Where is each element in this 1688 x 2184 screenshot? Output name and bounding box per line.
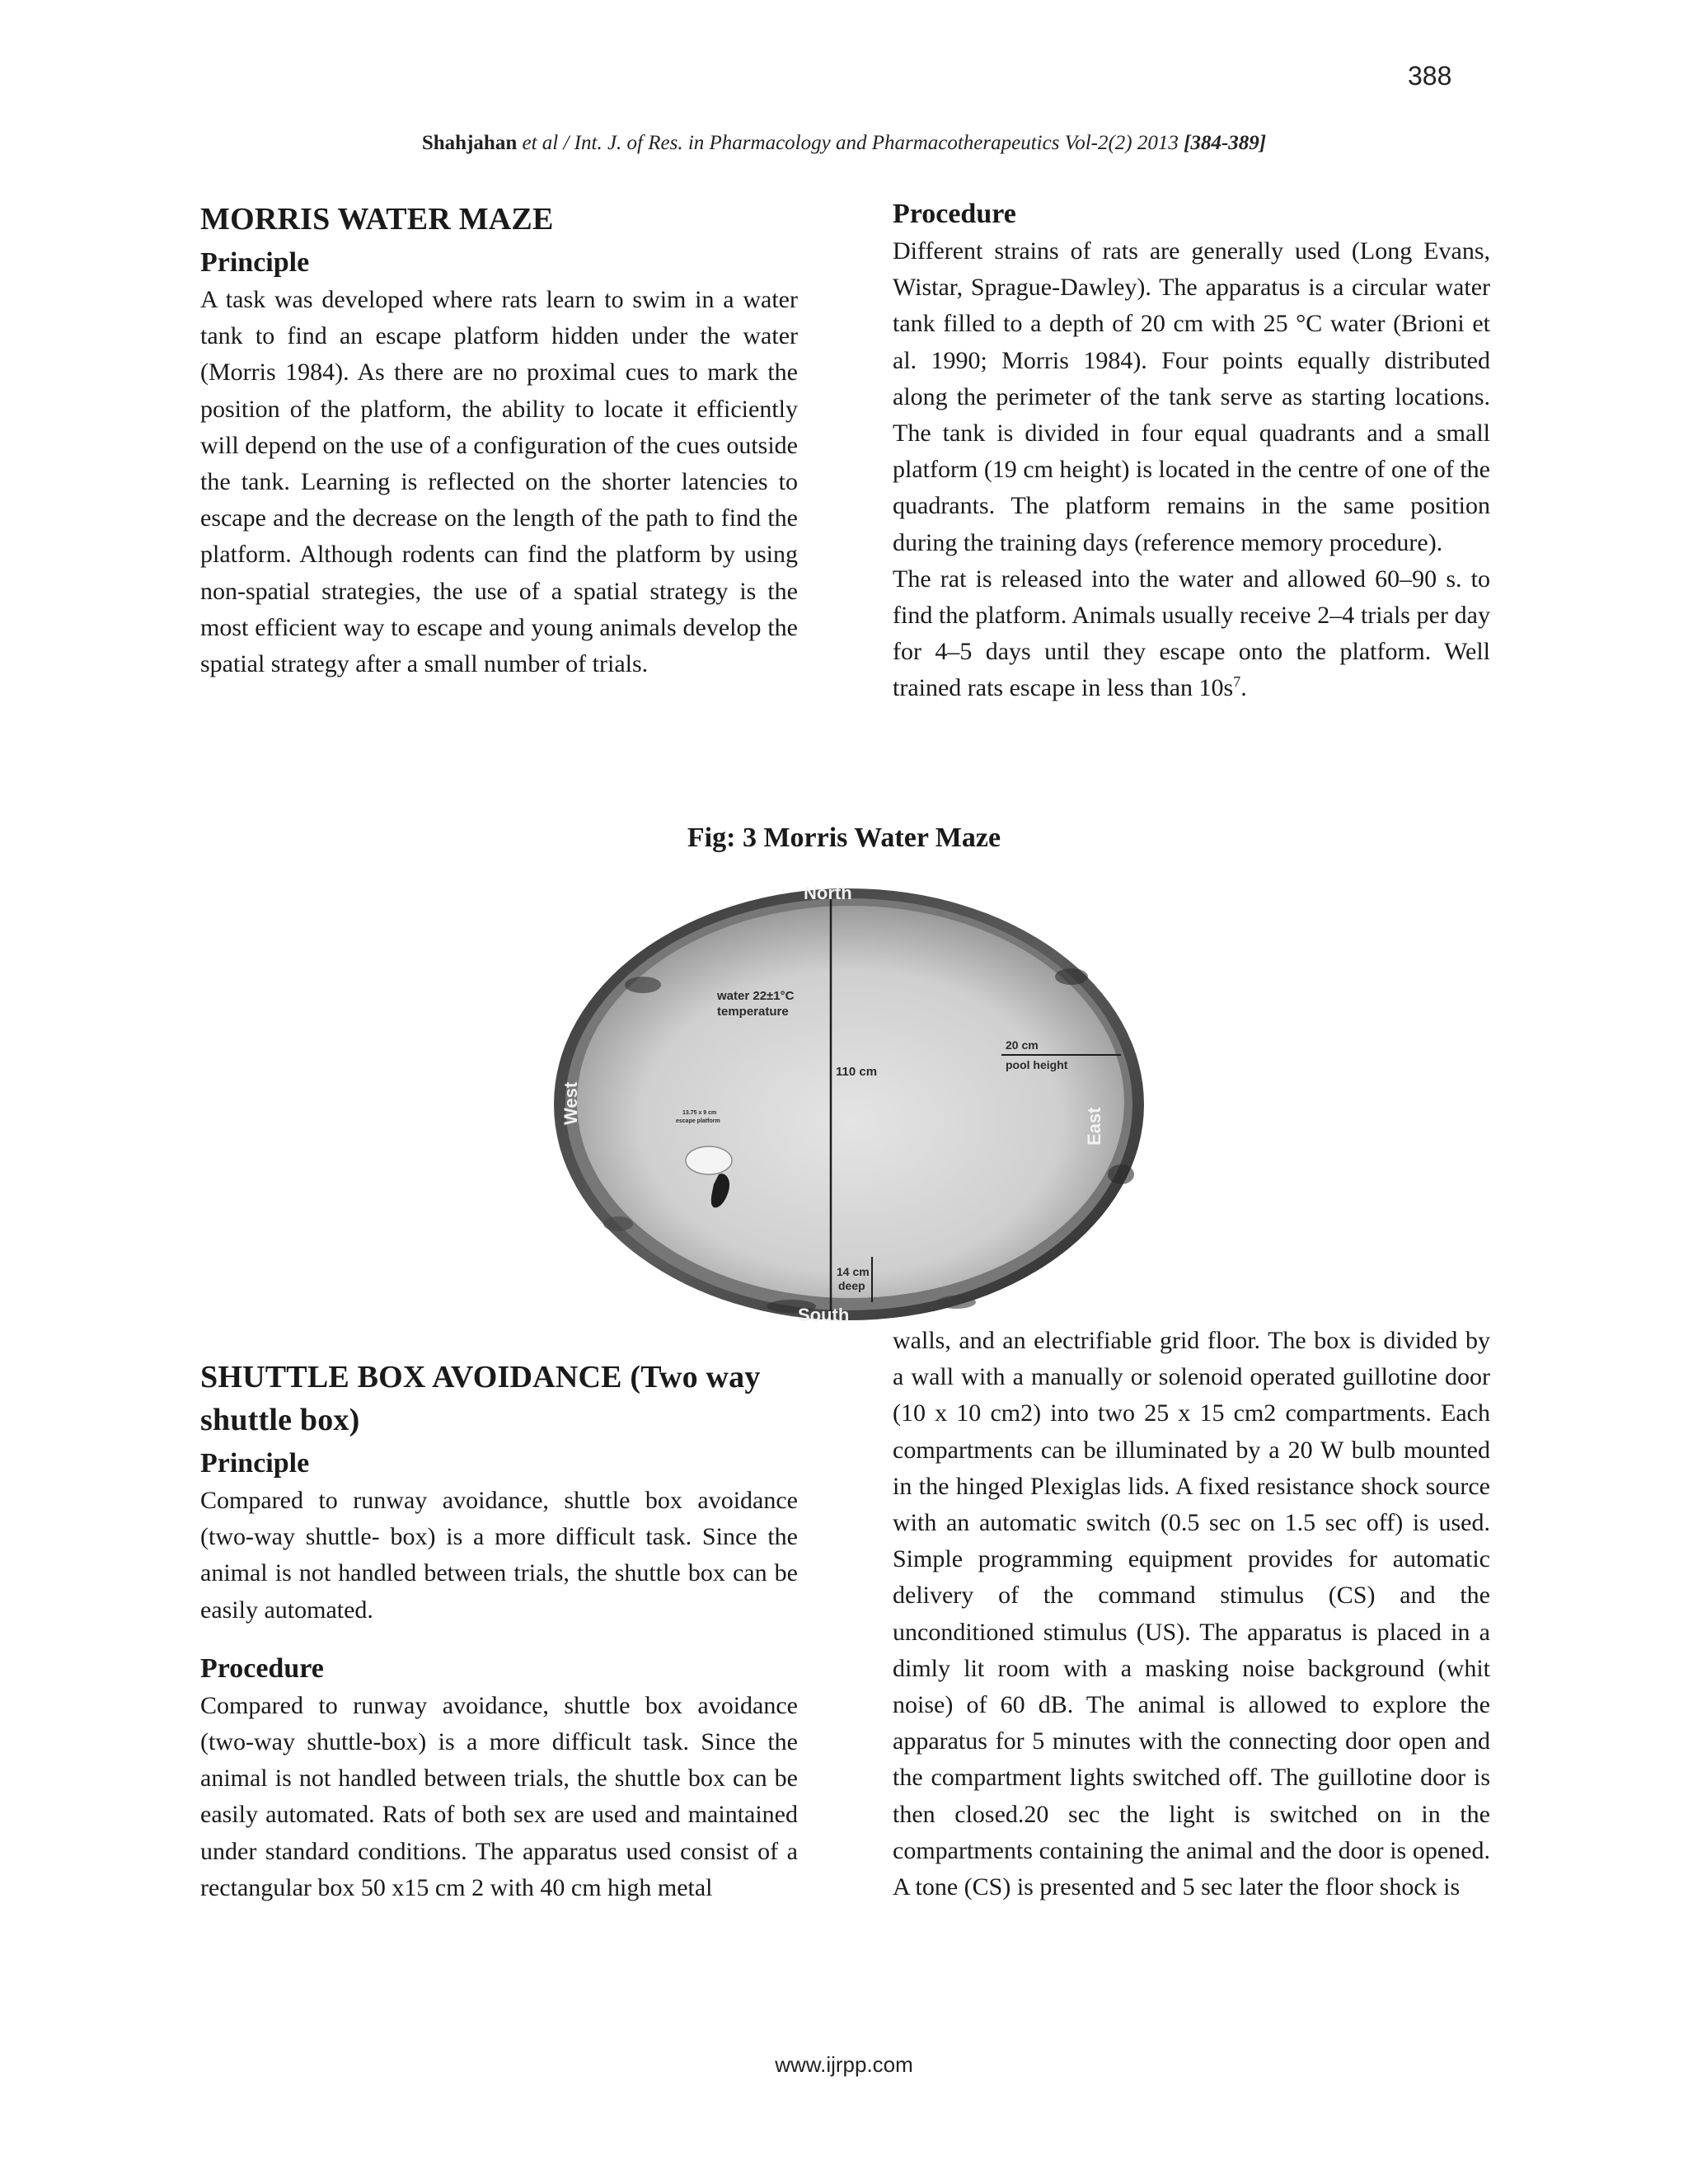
shuttle-left-column [200,1356,798,1906]
morris-principle-text: A task was developed where rats learn to swim in a water tank to find an escape platform hidden under the water (Morris 1984). As there are no proximal cues to mark the position of the platform, the ability to locate it efficiently will depend on the use of a configuration of the cues outside the tank. Learning is reflected on the shorter latencies to escape and the decrease on the length of the path to find the platform. Although rodents can find the platform by using non-spatial strategies, the use of a spatial strategy is the most efficient way to escape and young animals develop the spatial strategy after a small number of trials. [200,286,798,678]
footer-url: www.ijrpp.com [775,2052,913,2077]
shuttle-procedure-heading: Procedure [200,1652,324,1684]
depth-label-1: 14 cm [837,1265,870,1278]
header-citation: et al / Int. J. of Res. in Pharmacology and Pharmacotherapeutics Vol-2(2) 2013 [517,132,1184,154]
pool-water [577,906,1124,1298]
section-title-shuttle: SHUTTLE BOX AVOIDANCE (Two way shuttle box) [200,1360,761,1437]
rim-texture [1055,968,1088,985]
platform-label-2: escape platform [676,1118,720,1124]
south-label: South [798,1305,850,1325]
running-header [0,132,1688,155]
water-temp-label-2: temperature [717,1005,789,1019]
morris-water-maze-figure [544,878,1150,1327]
north-label: North [804,883,852,903]
escape-platform [686,1146,732,1174]
shuttle-principle-text: Compared to runway avoidance, shuttle box avoidance (two-way shuttle- box) is a more difficult task. Since the animal is not handled between trials, the shuttle box can be easily automated. [200,1487,798,1624]
rim-texture [603,1216,633,1231]
citation-ref: 7 [1233,673,1241,691]
morris-procedure-text-1: Different strains of rats are generally used (Long Evans, Wistar, Sprague-Dawley). The apparatus is a circular water tank filled to a depth of 20 cm with 25 °C water (Brioni et al. 1990; Morris 1984). Four points equally distributed along the perimeter of the tank serve as starting locations. The tank is divided in four equal quadrants and a small platform (19 cm height) is located in the centre of one of the quadrants. The platform remains in the same position during the training days (reference memory procedure). [893,237,1490,556]
page-number: 388 [1408,61,1452,91]
pool-height-label-1: 20 cm [1006,1038,1039,1052]
shuttle-right-column [893,1323,1490,1905]
morris-procedure-text-2-end: . [1240,674,1247,702]
shuttle-principle-heading: Principle [200,1448,310,1479]
pool-illustration [544,878,1150,1327]
diameter-label: 110 cm [836,1065,878,1079]
rim-texture [625,977,661,993]
rim-texture [936,1296,976,1309]
rim-texture [1108,1165,1134,1184]
morris-left-column [200,198,798,682]
west-label: West [560,1081,581,1125]
section-title-morris: MORRIS WATER MAZE [200,202,554,237]
morris-procedure-text-2-main: The rat is released into the water and allowed 60–90 s. to find the platform. Animals usually receive 2–4 trials per day for 4–5 days until they escape onto the platform. Well trained rats escape in less than 10s [893,565,1490,702]
east-label: East [1084,1107,1104,1146]
morris-right-column [893,195,1490,707]
morris-procedure-text-2 [893,561,1490,707]
figure-caption: Fig: 3 Morris Water Maze [687,823,1001,853]
header-pages: [384-389] [1184,132,1267,154]
water-temp-label-1: water 22±1°C [717,989,795,1003]
morris-principle-heading: Principle [200,247,310,278]
pool-height-label-2: pool height [1006,1058,1068,1071]
shuttle-continued-text: walls, and an electrifiable grid floor. The box is divided by a wall with a manually or solenoid operated guillotine door (10 x 10 cm2) into two 25 x 15 cm2 compartments. Each compartments can be illuminated by a 20 W bulb mounted in the hinged Plexiglas lids. A fixed resistance shock source with an automatic switch (0.5 sec on 1.5 sec off) is used. Simple programming equipment provides for automatic delivery of the command stimulus (CS) and the unconditioned stimulus (US). The apparatus is placed in a dimly lit room with a masking noise background (whit noise) of 60 dB. The animal is allowed to explore the apparatus for 5 minutes with the connecting door open and the compartment lights switched off. The guillotine door is then closed.20 sec the light is switched on in the compartments containing the animal and the door is opened. A tone (CS) is presented and 5 sec later the floor shock is [893,1327,1490,1901]
header-author: Shahjahan [421,132,518,154]
platform-label-1: 13.75 x 9 cm [682,1110,717,1116]
depth-label-2: deep [838,1279,865,1292]
morris-procedure-heading: Procedure [893,199,1016,229]
shuttle-procedure-text: Compared to runway avoidance, shuttle box avoidance (two-way shuttle-box) is a more difficult task. Since the animal is not handled between trials, the shuttle box can be easily automated. Rats of both sex are used and maintained under standard conditions. The apparatus used consist of a rectangular box 50 x15 cm 2 with 40 cm high metal [200,1691,798,1901]
